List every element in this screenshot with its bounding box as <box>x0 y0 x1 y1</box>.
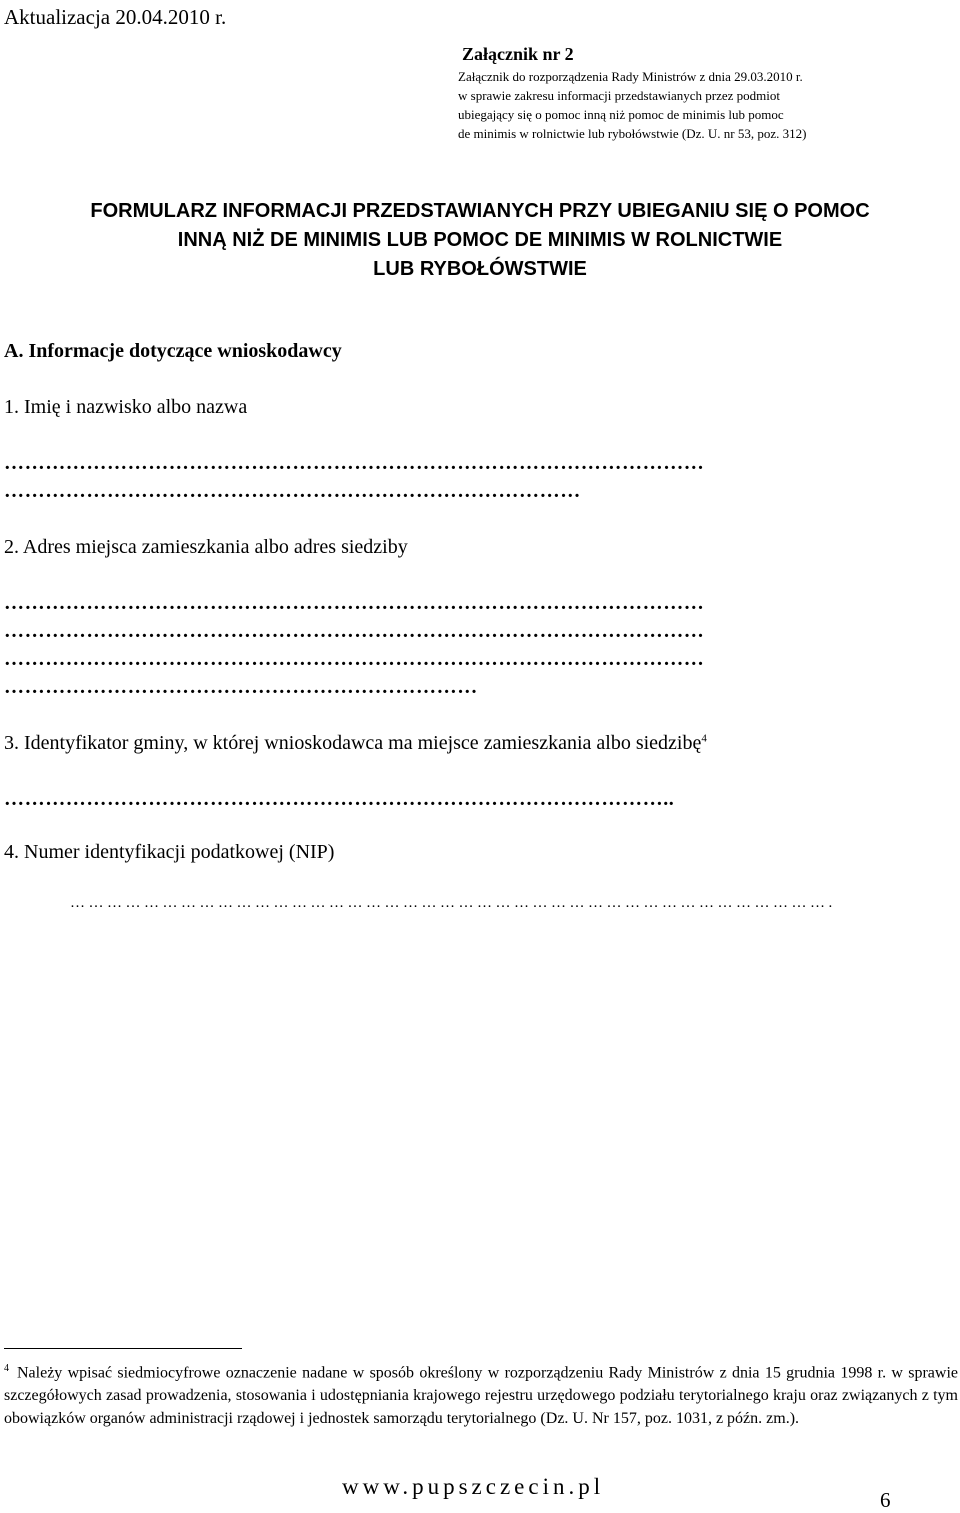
field-commune-label <box>4 732 707 755</box>
field-name-label: 1. Imię i nazwisko albo nazwa <box>4 396 248 418</box>
field-address-label: 2. Adres miejsca zamieszkania albo adres siedziby <box>4 536 408 558</box>
field-nip-label: 4. Numer identyfikacji podatkowej (NIP) <box>4 841 335 863</box>
field-nip-dotted-line[interactable]: ……………………………………………………………………………………………………………. <box>70 895 836 911</box>
field-address-dotted-line[interactable]: ………………………………………………………………………………………… <box>4 592 705 614</box>
field-name-dotted-line[interactable]: ………………………………………………………………………… <box>4 480 581 502</box>
footnote-number: 4 <box>4 1363 9 1374</box>
annex-line: de minimis w rolnictwie lub rybołówstwie (Dz. U. nr 53, poz. 312) <box>458 126 807 141</box>
form-title-line: FORMULARZ INFORMACJI PRZEDSTAWIANYCH PRZY UBIEGANIU SIĘ O POMOC <box>90 200 870 222</box>
footnote <box>4 1357 958 1430</box>
footnote-ref: 4 <box>701 732 707 745</box>
field-address-dotted-line[interactable]: ………………………………………………………………………………………… <box>4 620 705 642</box>
footnote-rule <box>4 1348 242 1349</box>
annex-line: w sprawie zakresu informacji przedstawianych przez podmiot <box>458 88 780 103</box>
field-name-dotted-line[interactable]: ………………………………………………………………………………………… <box>4 452 705 474</box>
annex-line: Załącznik do rozporządzenia Rady Ministrów z dnia 29.03.2010 r. <box>458 69 803 84</box>
update-note: Aktualizacja 20.04.2010 r. <box>4 5 227 29</box>
field-commune-text: 3. Identyfikator gminy, w której wnioskodawca ma miejsce zamieszkania albo siedzibę <box>4 732 702 754</box>
field-address-dotted-line[interactable]: ………………………………………………………………………………………… <box>4 648 705 670</box>
footer-url: www.pupszczecin.pl <box>342 1474 605 1499</box>
footnote-text: Należy wpisać siedmiocyfrowe oznaczenie nadane w sposób określony w rozporządzeniu Rady Ministrów z dnia 15 grudnia 1998 r. w sprawie szczegółowych zasad prowadzenia, stosowania i udostępniania krajowego rejestru urzędowego podziału terytorialnego kraju oraz związanych z tym obowiązków organów administracji rządowej i jednostek samorządu terytorialnego (Dz. U. Nr 157, poz. 1031, z późn. zm.). <box>4 1364 958 1428</box>
form-title-line: LUB RYBOŁÓWSTWIE <box>373 258 587 280</box>
field-commune-dotted-line[interactable]: …………………………………………………………………………………….. <box>4 788 675 810</box>
field-address-dotted-line[interactable]: …………………………………………………………… <box>4 676 478 698</box>
annex-title: Załącznik nr 2 <box>462 44 574 64</box>
page-number: 6 <box>880 1488 891 1512</box>
form-title-line: INNĄ NIŻ DE MINIMIS LUB POMOC DE MINIMIS W ROLNICTWIE <box>177 229 783 251</box>
annex-line: ubiegający się o pomoc inną niż pomoc de minimis lub pomoc <box>458 107 784 122</box>
section-a-heading: A. Informacje dotyczące wnioskodawcy <box>4 340 342 362</box>
